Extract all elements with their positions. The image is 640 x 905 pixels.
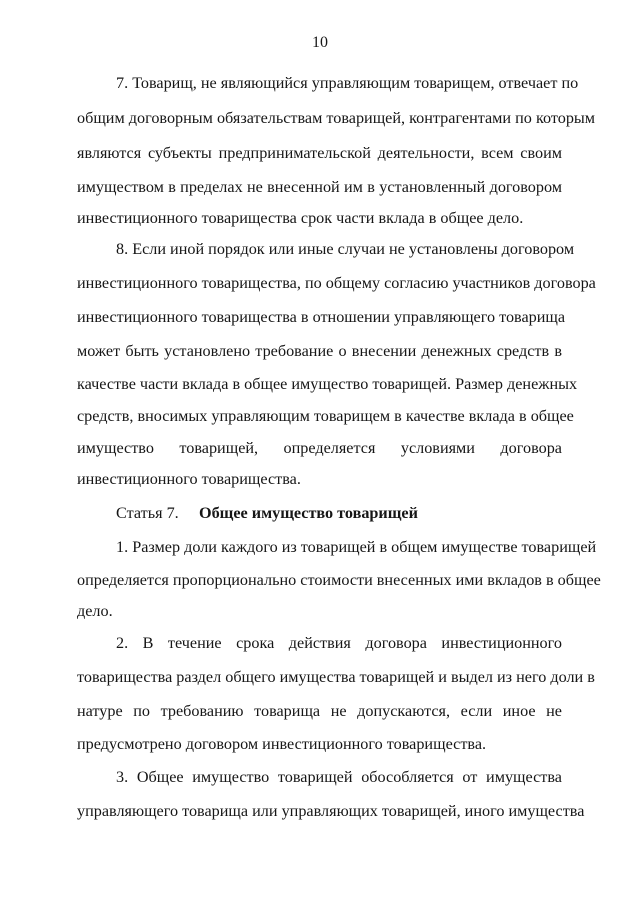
paragraph-line: 8. Если иной порядок или иные случаи не установлены договором bbox=[116, 240, 575, 258]
paragraph-line: имуществом в пределах не внесенной им в установленный договором bbox=[77, 178, 562, 196]
paragraph-line: инвестиционного товарищества срок части вклада в общее дело. bbox=[77, 209, 524, 227]
paragraph-line: средств, вносимых управляющим товарищем в качестве вклада в общее bbox=[77, 407, 574, 425]
paragraph-line: натуре по требованию товарища не допускаются, если иное не bbox=[77, 702, 562, 720]
article-label: Статья 7. bbox=[116, 504, 179, 522]
paragraph-line: 3. Общее имущество товарищей обособляется от имущества bbox=[116, 768, 562, 786]
paragraph-line: определяется пропорционально стоимости внесенных ими вкладов в общее bbox=[77, 571, 601, 589]
paragraph-line: инвестиционного товарищества. bbox=[77, 470, 301, 488]
paragraph-line: дело. bbox=[77, 602, 113, 620]
article-heading bbox=[116, 502, 418, 524]
paragraph-line: товарищества раздел общего имущества товарищей и выдел из него доли в bbox=[77, 668, 595, 686]
paragraph-line: инвестиционного товарищества в отношении управляющего товарища bbox=[77, 308, 566, 326]
paragraph-line: 2. В течение срока действия договора инвестиционного bbox=[116, 634, 562, 652]
page-number: 10 bbox=[312, 34, 328, 51]
paragraph-line: 1. Размер доли каждого из товарищей в общем имуществе товарищей bbox=[116, 538, 597, 556]
paragraph-line: может быть установлено требование о внесении денежных средств в bbox=[77, 342, 562, 360]
paragraph-line: 7. Товарищ, не являющийся управляющим товарищем, отвечает по bbox=[116, 74, 579, 92]
paragraph-line: инвестиционного товарищества, по общему согласию участников договора bbox=[77, 274, 596, 292]
paragraph-line: предусмотрено договором инвестиционного товарищества. bbox=[77, 735, 487, 753]
paragraph-line: общим договорным обязательствам товарищей, контрагентами по которым bbox=[77, 109, 596, 127]
article-title: Общее имущество товарищей bbox=[199, 504, 418, 522]
paragraph-line: являются субъекты предпринимательской деятельности, всем своим bbox=[77, 144, 562, 162]
paragraph-line: качестве части вклада в общее имущество товарищей. Размер денежных bbox=[77, 375, 578, 393]
paragraph-line: управляющего товарища или управляющих товарищей, иного имущества bbox=[77, 802, 585, 820]
paragraph-line: имущество товарищей, определяется условиями договора bbox=[77, 439, 562, 457]
